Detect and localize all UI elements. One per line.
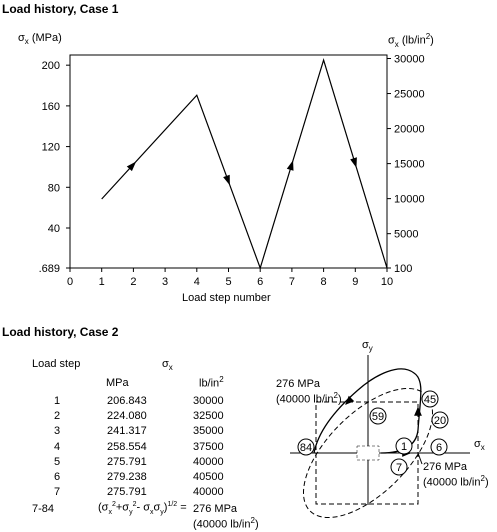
x-tick-label: 10 [380, 276, 394, 288]
table-cell-psi: 30000 [193, 395, 224, 407]
y-tick-left-label: .689 [38, 263, 60, 275]
diagram-axis-y-label: $\sigma_y$ [362, 339, 373, 354]
x-tick-label: 3 [162, 276, 169, 288]
y-tick-left-label: 40 [47, 222, 60, 235]
leader-right [418, 453, 422, 464]
y-tick-left-label: 120 [41, 141, 60, 154]
diagram-label-right-psi: (40000 $lb/in^2$) [423, 474, 489, 489]
table-cell-mpa: 224.080 [107, 410, 147, 423]
table-cell-psi: 35000 [193, 425, 224, 438]
table-cell-step: 5 [54, 455, 61, 468]
y-tick-right-label: 30000 [394, 53, 425, 66]
y-tick-right-label: 10000 [394, 193, 425, 206]
table-unit-mpa: MPa [106, 377, 129, 389]
y-tick-left-label: 160 [41, 100, 60, 113]
case1-title: Load history, Case 1 [2, 2, 119, 16]
marker-1 [396, 438, 412, 454]
svg-text:6: 6 [435, 442, 443, 454]
table-footer-formula: ($\sigma_x^2+\sigma_y^2-$ $\sigma_x\sigma_y)^{1/2}$ = [98, 501, 187, 516]
table-cell-mpa: 206.843 [107, 395, 147, 407]
x-tick-label: 9 [352, 276, 359, 288]
svg-text:59: 59 [371, 411, 385, 423]
y-tick-left-label: 80 [47, 182, 60, 195]
y-tick-left-label: 200 [41, 60, 60, 73]
table-cell-step: 7 [54, 486, 61, 499]
table-unit-psi: $lb/in^2$ [199, 375, 224, 390]
table-cell-psi: 40500 [193, 471, 224, 483]
table-cell-psi: 32500 [193, 410, 224, 423]
marker-84 [298, 439, 314, 455]
x-tick-label: 7 [288, 276, 295, 288]
table-header-sigma: $\sigma_x$ [162, 358, 173, 373]
chart-ylabel-left: $\sigma_x$ (MPa) [18, 32, 62, 47]
table-footer-psi: (40000 $lb/in^2$) [193, 516, 259, 531]
marker-6 [431, 439, 447, 455]
case2-title: Load history, Case 2 [2, 325, 119, 339]
table-cell-psi: 40000 [193, 486, 224, 499]
x-tick-label: 5 [225, 276, 232, 288]
chart-xlabel: Load step number [182, 292, 271, 304]
diagram-label-top-mpa: 276 MPa [276, 378, 321, 390]
table-cell-step: 2 [54, 410, 61, 423]
x-tick-label: 0 [66, 276, 74, 288]
x-tick-label: 8 [320, 276, 327, 288]
x-tick-label: 1 [98, 276, 105, 288]
table-cell-psi: 37500 [193, 440, 224, 453]
origin-box [357, 446, 379, 460]
svg-text:20: 20 [433, 415, 447, 427]
x-tick-label: 6 [257, 276, 264, 288]
table-cell-psi: 40000 [193, 455, 224, 468]
svg-text:45: 45 [423, 394, 437, 406]
marker-20 [432, 412, 448, 428]
diagram-label-right-mpa: 276 MPa [423, 461, 468, 473]
y-tick-right-label: 25000 [394, 88, 425, 101]
table-cell-mpa: 279.238 [107, 471, 147, 483]
x-tick-label: 2 [130, 276, 137, 288]
diagram-axis-x-label: $\sigma_x$ [474, 438, 485, 453]
table-cell-step: 4 [54, 440, 61, 453]
diagram-label-top-psi: (40000 $lb/in^2$) [276, 391, 342, 406]
svg-text:84: 84 [299, 442, 313, 454]
table-cell-step: 6 [54, 471, 61, 483]
chart-ylabel-right: $\sigma_x$ $(lb/in^2)$ [388, 32, 434, 49]
marker-7 [391, 459, 407, 475]
y-tick-right-label: 15000 [394, 158, 425, 171]
table-header-step: Load step [32, 358, 81, 370]
table-cell-mpa: 275.791 [107, 455, 147, 468]
table-footer-step: 7-84 [32, 503, 55, 515]
x-tick-label: 4 [193, 276, 200, 288]
y-tick-right-label: 20000 [394, 123, 425, 136]
table-cell-mpa: 258.554 [107, 440, 147, 453]
table-cell-mpa: 275.791 [107, 486, 147, 499]
table-cell-step: 3 [54, 425, 61, 438]
y-tick-right-label: 100 [394, 263, 413, 275]
marker-45 [422, 391, 438, 407]
y-tick-right-label: 5000 [394, 228, 419, 241]
svg-text:7: 7 [395, 462, 403, 474]
svg-text:1: 1 [400, 441, 408, 453]
table-cell-mpa: 241.317 [107, 425, 147, 438]
table-cell-step: 1 [54, 395, 61, 407]
table-footer-mpa: 276 MPa [193, 503, 238, 515]
marker-59 [370, 408, 386, 424]
